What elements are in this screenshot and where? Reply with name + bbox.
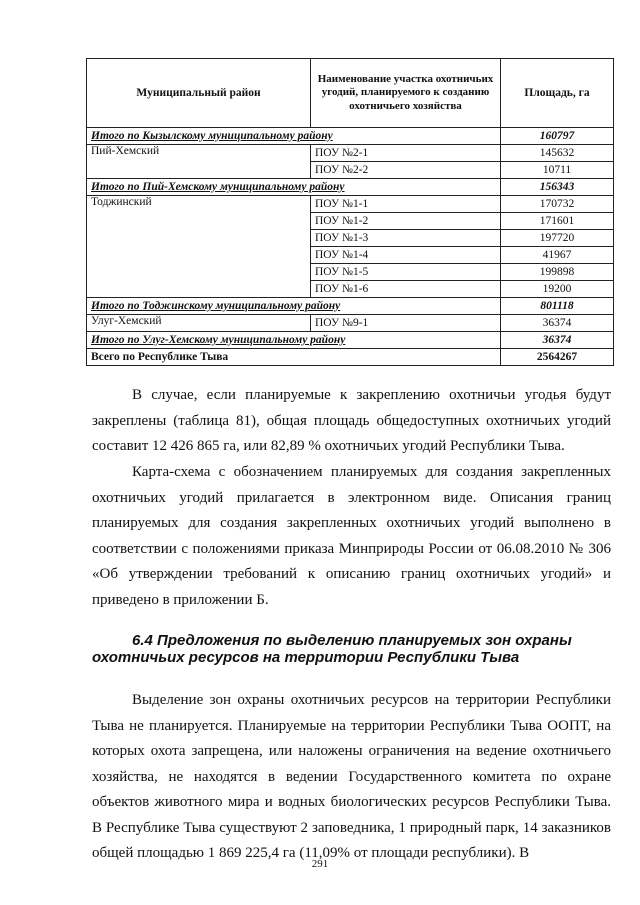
page-number: 291 — [311, 858, 329, 870]
site-cell: ПОУ №1-3 — [311, 230, 501, 247]
grand-total-row — [87, 349, 614, 366]
header-area: Площадь, га — [501, 59, 614, 128]
total-label: Итого по Кызылскому муниципальному району — [87, 128, 501, 145]
area-cell: 170732 — [501, 196, 614, 213]
grand-total-value: 2564267 — [501, 349, 614, 366]
paragraph-coverage: В случае, если планируемые к закреплению охотничьи угодья будут закреплены (таблица 81), общая площадь общедоступных охотничьих угодий составит 12 426 865 га, или 82,89 % охотничьих угодий Республики Тыва. — [92, 387, 611, 454]
area-cell: 197720 — [501, 230, 614, 247]
total-row-piy-khem — [87, 179, 614, 196]
district-cell: Тоджинский — [87, 196, 311, 298]
total-value: 156343 — [501, 179, 614, 196]
site-cell: ПОУ №2-2 — [311, 162, 501, 179]
total-label: Итого по Пий-Хемскому муниципальному району — [87, 179, 501, 196]
district-cell: Улуг-Хемский — [87, 315, 311, 332]
total-label: Итого по Улуг-Хемскому муниципальному району — [87, 332, 501, 349]
site-cell: ПОУ №1-1 — [311, 196, 501, 213]
hunting-grounds-table — [86, 58, 614, 366]
site-cell: ПОУ №9-1 — [311, 315, 501, 332]
site-cell: ПОУ №2-1 — [311, 145, 501, 162]
total-row-kyzyl — [87, 128, 614, 145]
area-cell: 36374 — [501, 315, 614, 332]
section-title: Предложения по выделению планируемых зон охраны охотничьих ресурсов на территории Республики Тыва — [92, 632, 572, 666]
section-heading — [92, 632, 611, 666]
table-row — [87, 145, 614, 162]
total-value: 801118 — [501, 298, 614, 315]
district-cell: Пий-Хемский — [87, 145, 311, 179]
site-cell: ПОУ №1-6 — [311, 281, 501, 298]
area-cell: 171601 — [501, 213, 614, 230]
table-header-row — [87, 59, 614, 128]
site-cell: ПОУ №1-2 — [311, 213, 501, 230]
header-site: Наименование участка охотничьих угодий, планируемого к созданию охотничьего хозяйства — [311, 59, 501, 128]
site-cell: ПОУ №1-5 — [311, 264, 501, 281]
area-cell: 41967 — [501, 247, 614, 264]
total-value: 36374 — [501, 332, 614, 349]
total-row-todzha — [87, 298, 614, 315]
total-label: Итого по Тоджинскому муниципальному району — [87, 298, 501, 315]
table-row — [87, 196, 614, 213]
area-cell: 19200 — [501, 281, 614, 298]
total-value: 160797 — [501, 128, 614, 145]
paragraph-map-scheme: Карта-схема с обозначением планируемых для создания закрепленных охотничьих угодий прилагается в электронном виде. Описания границ планируемых для создания закрепленных охотничьих угодий выполнено в соответствии с положениями приказа Минприроды России от 06.08.2010 № 306 «Об утверждении требований к описанию границ охотничьих угодий» и приведено в приложении Б. — [92, 464, 611, 608]
area-cell: 145632 — [501, 145, 614, 162]
header-district: Муниципальный район — [87, 59, 311, 128]
table-row — [87, 315, 614, 332]
site-cell: ПОУ №1-4 — [311, 247, 501, 264]
paragraph-protection-zones: Выделение зон охраны охотничьих ресурсов на территории Республики Тыва не планируется. Планируемые на территории Республики Тыва ООПТ, на которых охота запрещена, или наложены ограничения на ведение охотничьего хозяйства, не находятся в ведении Государственного комитета по охране объектов животного мира и водных биологических ресурсов Республики Тыва. В Республике Тыва существуют 2 заповедника, 1 природный парк, 14 заказников общей площадью 1 869 225,4 га (11,09% от площади республики). В — [92, 692, 611, 861]
section-number: 6.4 — [132, 632, 153, 649]
grand-total-label: Всего по Республике Тыва — [87, 349, 501, 366]
area-cell: 10711 — [501, 162, 614, 179]
area-cell: 199898 — [501, 264, 614, 281]
total-row-ulug-khem — [87, 332, 614, 349]
